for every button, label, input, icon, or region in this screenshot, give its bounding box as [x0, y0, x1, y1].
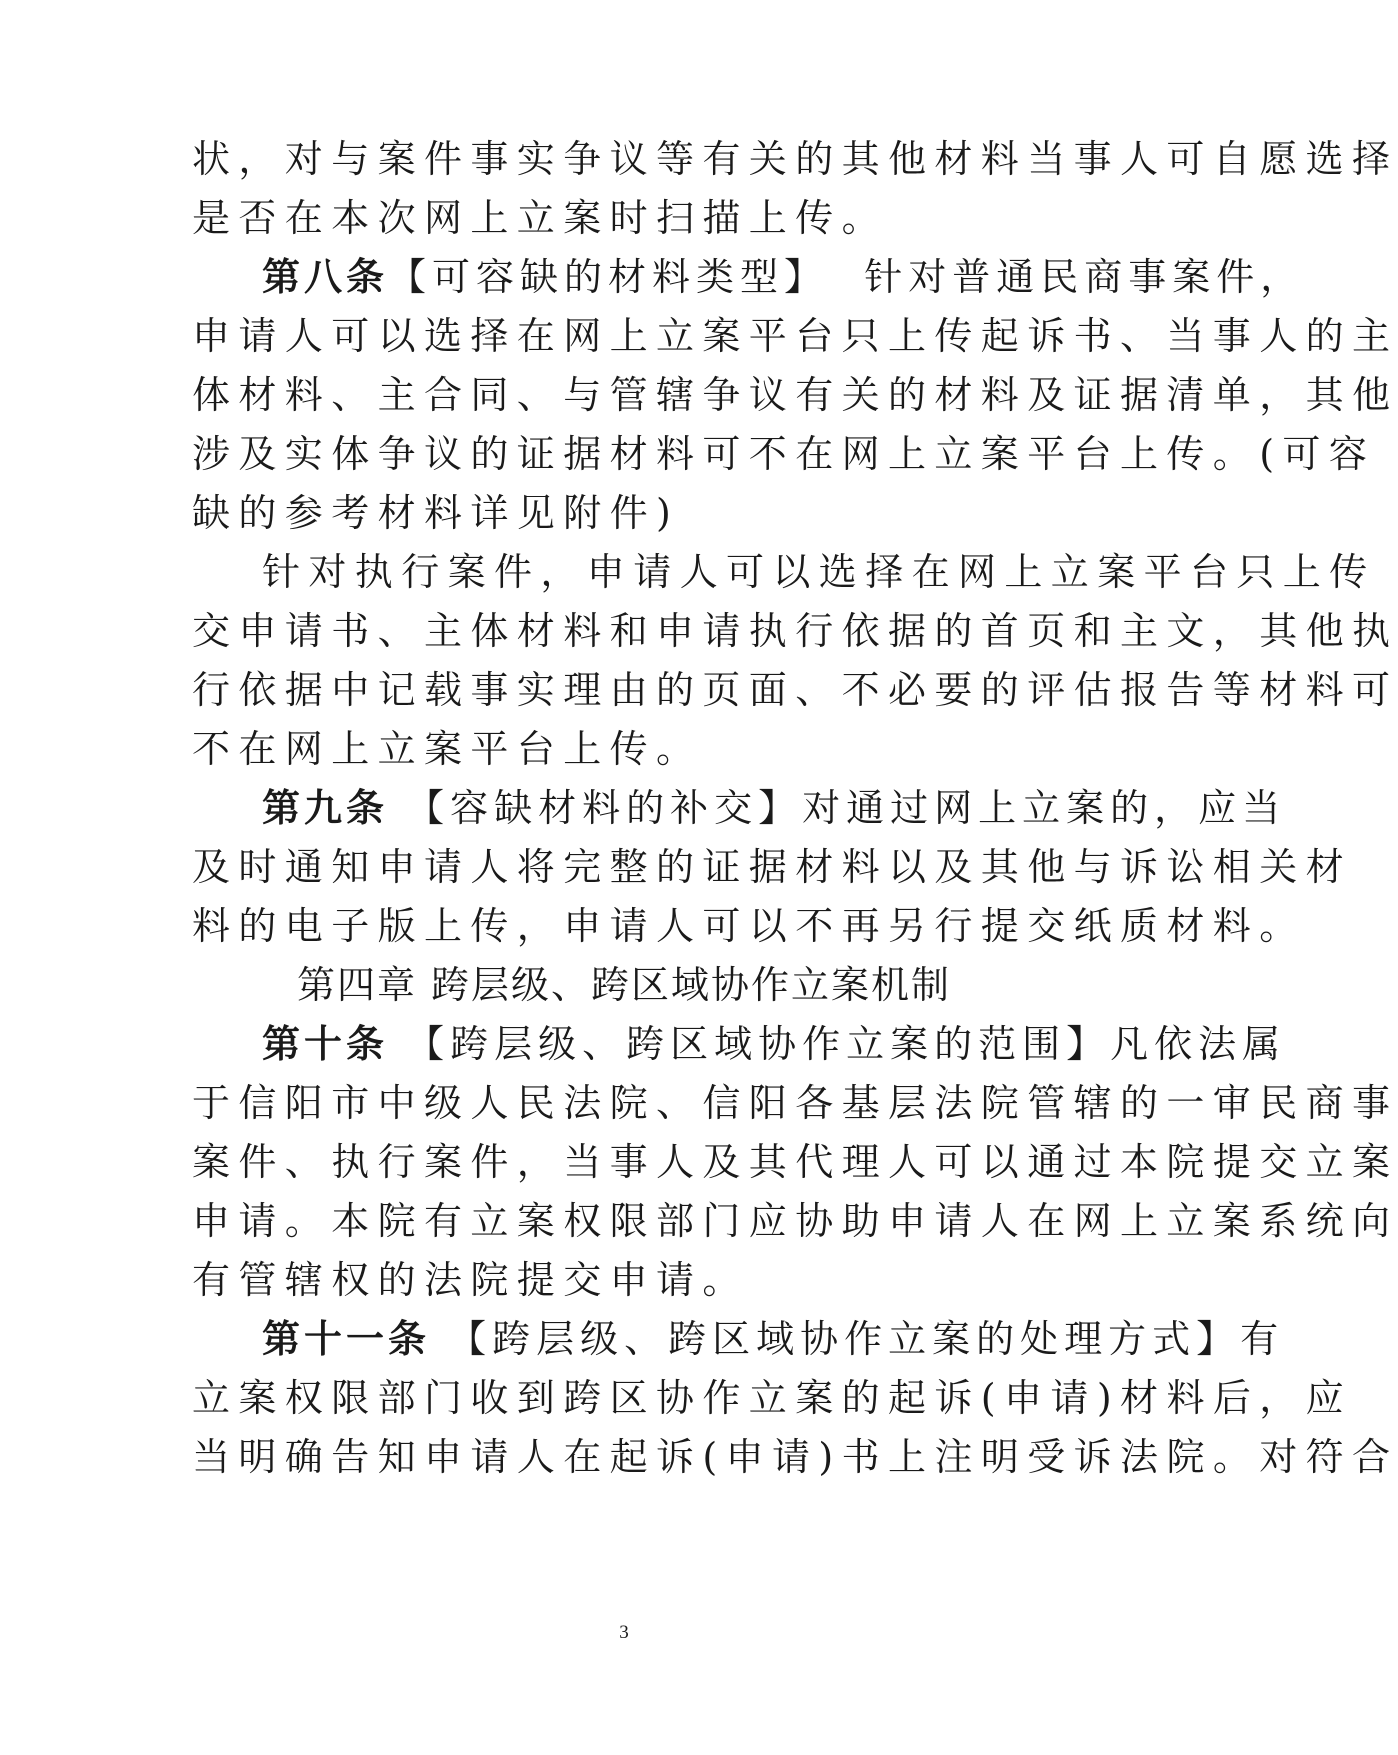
article-11-text: 【跨层级、跨区域协作立案的处理方式】有 [448, 1317, 1285, 1361]
paragraph-line: 不在网上立案平台上传。 [192, 727, 703, 771]
page-number: 3 [619, 1622, 629, 1643]
paragraph-line: 及时通知申请人将完整的证据材料以及其他与诉讼相关材 [192, 845, 1353, 889]
paragraph-line: 状，对与案件事实争议等有关的其他材料当事人可自愿选择 [192, 137, 1398, 181]
article-10-text: 【跨层级、跨区域协作立案的范围】凡依法属 [406, 1022, 1287, 1066]
article-9-title: 第九条 [262, 786, 389, 830]
article-11-title: 第十一条 [262, 1317, 431, 1361]
article-9-line [262, 785, 1287, 831]
paragraph-line: 针对执行案件，申请人可以选择在网上立案平台只上传 [262, 550, 1376, 594]
article-11-line [262, 1316, 1285, 1362]
paragraph-line: 行依据中记载事实理由的页面、不必要的评估报告等材料可 [192, 668, 1398, 712]
article-10-line [262, 1021, 1287, 1067]
paragraph-line: 是否在本次网上立案时扫描上传。 [192, 196, 889, 240]
paragraph-line: 交申请书、主体材料和申请执行依据的首页和主文，其他执 [192, 609, 1398, 653]
paragraph-line: 有管辖权的法院提交申请。 [192, 1258, 749, 1302]
paragraph-line: 立案权限部门收到跨区协作立案的起诉(申请)材料后，应 [192, 1376, 1353, 1420]
article-9-text: 对通过网上立案的，应当 [802, 786, 1287, 830]
paragraph-line: 案件、执行案件，当事人及其代理人可以通过本院提交立案 [192, 1140, 1398, 1184]
paragraph-line: 涉及实体争议的证据材料可不在网上立案平台上传。(可容 [192, 432, 1376, 476]
paragraph-line: 料的电子版上传，申请人可以不再另行提交纸质材料。 [192, 904, 1306, 948]
article-8-line [262, 254, 1305, 300]
paragraph-line: 当明确告知申请人在起诉(申请)书上注明受诉法院。对符合 [192, 1435, 1398, 1479]
chapter-4-heading: 第四章 跨层级、跨区域协作立案机制 [296, 963, 952, 1007]
paragraph-line: 缺的参考材料详见附件) [192, 491, 680, 535]
article-10-title: 第十条 [262, 1022, 389, 1066]
article-9-heading: 【容缺材料的补交】 [406, 786, 803, 830]
paragraph-line: 体材料、主合同、与管辖争议有关的材料及证据清单，其他 [192, 373, 1398, 417]
article-8-text: 针对普通民商事案件， [864, 255, 1305, 299]
article-8-title: 第八条 [262, 255, 389, 299]
article-8-heading: 【可容缺的材料类型】 [388, 255, 829, 299]
paragraph-line: 申请。本院有立案权限部门应协助申请人在网上立案系统向 [192, 1199, 1398, 1243]
paragraph-line: 申请人可以选择在网上立案平台只上传起诉书、当事人的主 [192, 314, 1398, 358]
paragraph-line: 于信阳市中级人民法院、信阳各基层法院管辖的一审民商事 [192, 1081, 1398, 1125]
